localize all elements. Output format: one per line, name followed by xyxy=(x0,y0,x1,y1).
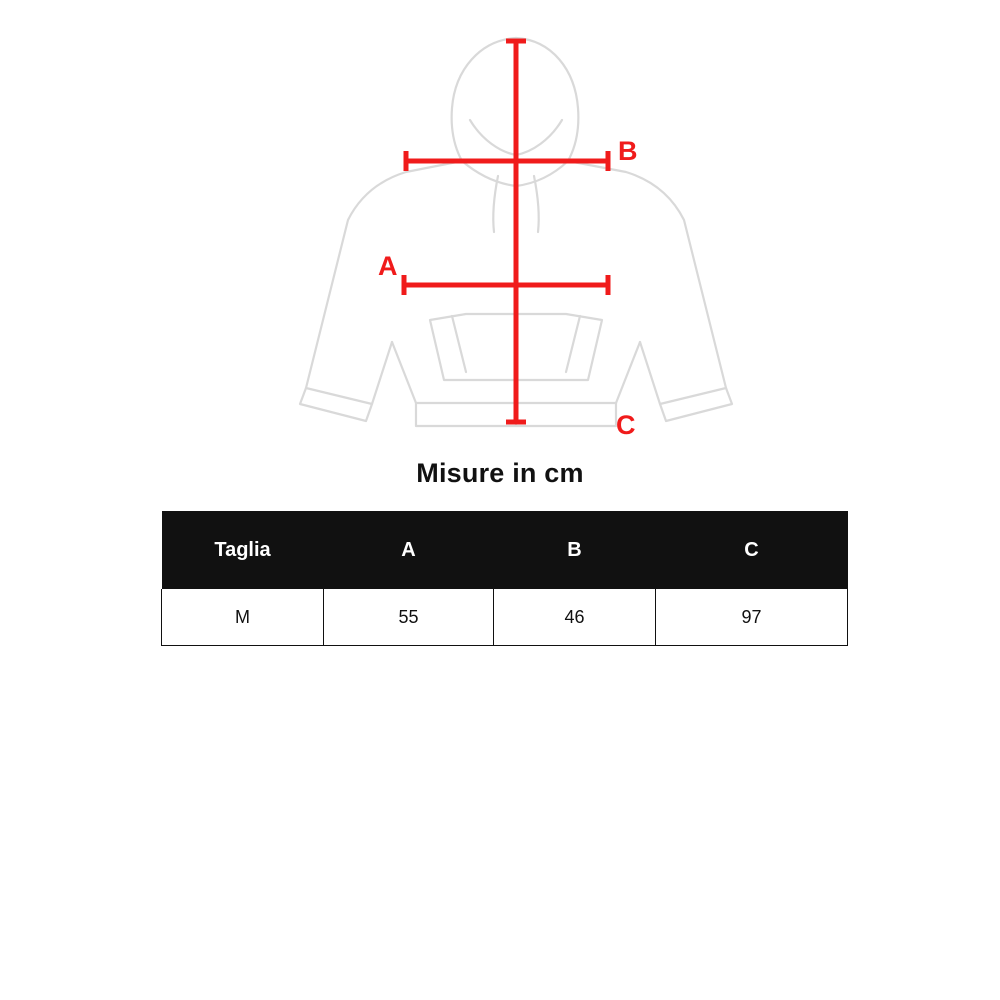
cell-b: 46 xyxy=(494,589,656,646)
header-taglia: Taglia xyxy=(162,511,324,589)
table-row xyxy=(162,589,848,646)
size-table-body xyxy=(162,589,848,646)
cell-size: M xyxy=(162,589,324,646)
label-A: A xyxy=(378,251,398,281)
size-table xyxy=(161,511,848,646)
label-C: C xyxy=(616,410,636,440)
table-header-row xyxy=(162,511,848,589)
hoodie-svg xyxy=(0,0,1000,460)
measurement-label-group xyxy=(378,136,638,440)
cell-a: 55 xyxy=(324,589,494,646)
header-b: B xyxy=(494,511,656,589)
size-table-wrapper xyxy=(161,511,839,646)
caption-misure: Misure in cm xyxy=(416,458,584,488)
label-B: B xyxy=(618,136,638,166)
size-table-head xyxy=(162,511,848,589)
header-a: A xyxy=(324,511,494,589)
garment-diagram xyxy=(0,0,1000,460)
cell-c: 97 xyxy=(656,589,848,646)
header-c: C xyxy=(656,511,848,589)
